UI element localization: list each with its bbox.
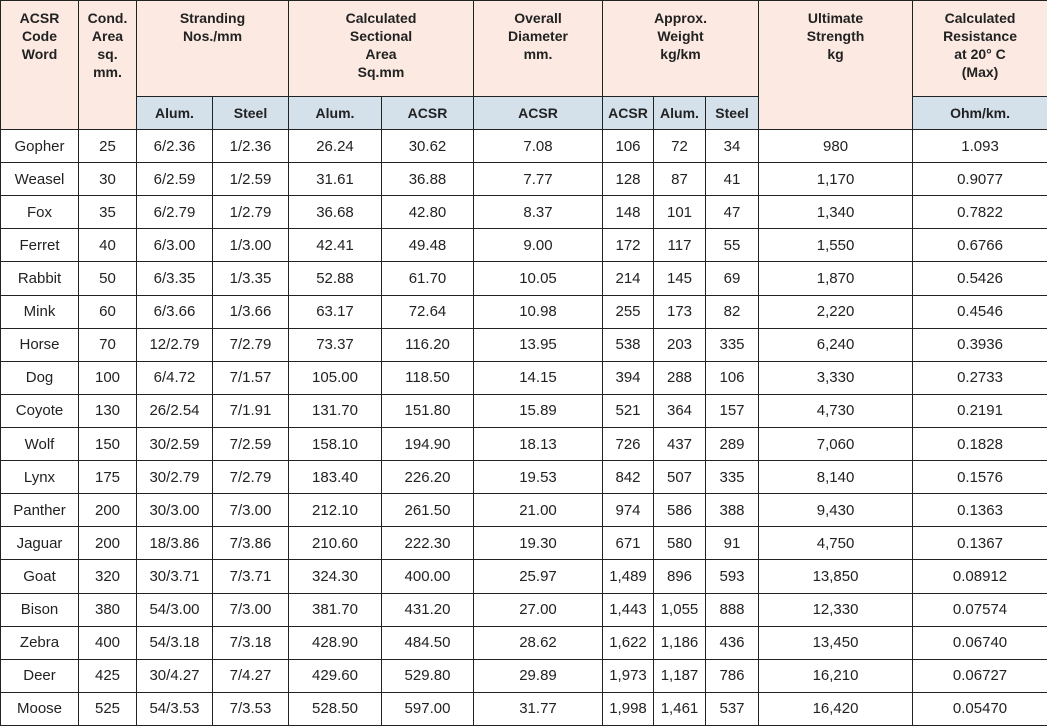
cell-weight-acsr: 974: [603, 494, 654, 527]
table-row: [1, 626, 1047, 659]
cell-area-alum: 36.68: [289, 196, 382, 229]
cell-weight-alum: 437: [654, 427, 706, 460]
cell-weight-steel: 786: [706, 659, 759, 692]
cell-weight-acsr: 671: [603, 527, 654, 560]
cell-area-acsr: 400.00: [382, 560, 474, 593]
cell-weight-acsr: 148: [603, 196, 654, 229]
cell-weight-steel: 82: [706, 295, 759, 328]
cell-ultimate-strength: 980: [759, 130, 913, 163]
cell-ultimate-strength: 4,730: [759, 394, 913, 427]
cell-area-acsr: 484.50: [382, 626, 474, 659]
cell-resistance: 0.3936: [913, 328, 1047, 361]
cell-cond-area: 175: [79, 461, 137, 494]
cell-weight-steel: 106: [706, 361, 759, 394]
cell-resistance: 1.093: [913, 130, 1047, 163]
cell-ultimate-strength: 16,420: [759, 692, 913, 725]
cell-weight-alum: 1,461: [654, 692, 706, 725]
cell-weight-steel: 388: [706, 494, 759, 527]
table-row: [1, 494, 1047, 527]
cell-stranding-alum: 6/3.66: [137, 295, 213, 328]
cell-area-alum: 381.70: [289, 593, 382, 626]
cell-cond-area: 200: [79, 494, 137, 527]
table-row: [1, 394, 1047, 427]
cell-area-acsr: 72.64: [382, 295, 474, 328]
cell-code-word: Gopher: [1, 130, 79, 163]
header-ultimate-strength: Ultimate Strength kg: [759, 1, 913, 130]
cell-overall-diameter: 10.05: [474, 262, 603, 295]
cell-area-acsr: 261.50: [382, 494, 474, 527]
cell-resistance: 0.1828: [913, 427, 1047, 460]
table-row: [1, 527, 1047, 560]
header-cond-area: Cond. Area sq. mm.: [79, 1, 137, 130]
subheader-weight-acsr: ACSR: [603, 97, 654, 130]
cell-code-word: Deer: [1, 659, 79, 692]
cell-weight-acsr: 538: [603, 328, 654, 361]
subheader-weight-alum: Alum.: [654, 97, 706, 130]
cell-ultimate-strength: 12,330: [759, 593, 913, 626]
cell-area-acsr: 116.20: [382, 328, 474, 361]
cell-ultimate-strength: 4,750: [759, 527, 913, 560]
cell-cond-area: 70: [79, 328, 137, 361]
cell-code-word: Fox: [1, 196, 79, 229]
cell-stranding-steel: 7/3.53: [213, 692, 289, 725]
cell-resistance: 0.07574: [913, 593, 1047, 626]
cell-code-word: Weasel: [1, 163, 79, 196]
cell-weight-steel: 335: [706, 461, 759, 494]
cell-weight-alum: 87: [654, 163, 706, 196]
cell-code-word: Goat: [1, 560, 79, 593]
cell-weight-steel: 888: [706, 593, 759, 626]
subheader-stranding-alum: Alum.: [137, 97, 213, 130]
cell-ultimate-strength: 13,850: [759, 560, 913, 593]
cell-weight-alum: 1,055: [654, 593, 706, 626]
cell-area-alum: 42.41: [289, 229, 382, 262]
header-code-word: ACSR Code Word: [1, 1, 79, 130]
cell-cond-area: 320: [79, 560, 137, 593]
cell-weight-alum: 586: [654, 494, 706, 527]
cell-area-acsr: 49.48: [382, 229, 474, 262]
cell-area-alum: 131.70: [289, 394, 382, 427]
cell-weight-steel: 593: [706, 560, 759, 593]
subheader-resistance-unit: Ohm/km.: [913, 97, 1047, 130]
cell-overall-diameter: 27.00: [474, 593, 603, 626]
cell-area-alum: 429.60: [289, 659, 382, 692]
cell-overall-diameter: 14.15: [474, 361, 603, 394]
cell-cond-area: 30: [79, 163, 137, 196]
cell-area-alum: 52.88: [289, 262, 382, 295]
cell-weight-steel: 537: [706, 692, 759, 725]
cell-ultimate-strength: 9,430: [759, 494, 913, 527]
cell-weight-steel: 157: [706, 394, 759, 427]
cell-ultimate-strength: 1,170: [759, 163, 913, 196]
cell-code-word: Wolf: [1, 427, 79, 460]
cell-stranding-alum: 18/3.86: [137, 527, 213, 560]
cell-cond-area: 425: [79, 659, 137, 692]
cell-stranding-steel: 7/2.79: [213, 461, 289, 494]
cell-stranding-steel: 7/3.00: [213, 593, 289, 626]
cell-stranding-alum: 6/2.79: [137, 196, 213, 229]
cell-stranding-steel: 7/4.27: [213, 659, 289, 692]
subheader-area-alum: Alum.: [289, 97, 382, 130]
cell-stranding-steel: 1/3.00: [213, 229, 289, 262]
cell-area-alum: 73.37: [289, 328, 382, 361]
cell-weight-acsr: 394: [603, 361, 654, 394]
cell-area-acsr: 431.20: [382, 593, 474, 626]
cell-cond-area: 400: [79, 626, 137, 659]
cell-overall-diameter: 9.00: [474, 229, 603, 262]
cell-weight-alum: 101: [654, 196, 706, 229]
cell-ultimate-strength: 3,330: [759, 361, 913, 394]
cell-code-word: Lynx: [1, 461, 79, 494]
cell-weight-steel: 436: [706, 626, 759, 659]
header-calc-resistance: Calculated Resistance at 20° C (Max): [913, 1, 1047, 97]
cell-cond-area: 60: [79, 295, 137, 328]
cell-stranding-steel: 1/3.66: [213, 295, 289, 328]
cell-overall-diameter: 10.98: [474, 295, 603, 328]
cell-resistance: 0.2191: [913, 394, 1047, 427]
cell-weight-steel: 55: [706, 229, 759, 262]
cell-ultimate-strength: 1,870: [759, 262, 913, 295]
cell-area-acsr: 151.80: [382, 394, 474, 427]
cell-resistance: 0.1367: [913, 527, 1047, 560]
table-row: [1, 295, 1047, 328]
cell-weight-alum: 896: [654, 560, 706, 593]
cell-cond-area: 50: [79, 262, 137, 295]
cell-weight-acsr: 128: [603, 163, 654, 196]
cell-stranding-alum: 6/3.00: [137, 229, 213, 262]
cell-area-alum: 428.90: [289, 626, 382, 659]
cell-weight-acsr: 214: [603, 262, 654, 295]
cell-stranding-alum: 30/4.27: [137, 659, 213, 692]
cell-code-word: Coyote: [1, 394, 79, 427]
cell-stranding-steel: 7/1.57: [213, 361, 289, 394]
cell-ultimate-strength: 7,060: [759, 427, 913, 460]
cell-overall-diameter: 28.62: [474, 626, 603, 659]
cell-code-word: Horse: [1, 328, 79, 361]
table-row: [1, 659, 1047, 692]
cell-code-word: Mink: [1, 295, 79, 328]
cell-code-word: Panther: [1, 494, 79, 527]
cell-stranding-steel: 7/3.71: [213, 560, 289, 593]
cell-cond-area: 200: [79, 527, 137, 560]
cell-stranding-steel: 7/1.91: [213, 394, 289, 427]
cell-stranding-alum: 54/3.53: [137, 692, 213, 725]
cell-cond-area: 40: [79, 229, 137, 262]
cell-area-alum: 158.10: [289, 427, 382, 460]
cell-weight-acsr: 521: [603, 394, 654, 427]
cell-weight-acsr: 726: [603, 427, 654, 460]
cell-cond-area: 130: [79, 394, 137, 427]
cell-area-alum: 63.17: [289, 295, 382, 328]
cell-code-word: Rabbit: [1, 262, 79, 295]
cell-stranding-alum: 30/3.00: [137, 494, 213, 527]
table-row: [1, 229, 1047, 262]
cell-resistance: 0.2733: [913, 361, 1047, 394]
table-row: [1, 196, 1047, 229]
cell-area-acsr: 36.88: [382, 163, 474, 196]
cell-stranding-steel: 1/2.36: [213, 130, 289, 163]
cell-weight-steel: 47: [706, 196, 759, 229]
header-approx-weight: Approx. Weight kg/km: [603, 1, 759, 97]
cell-ultimate-strength: 1,340: [759, 196, 913, 229]
cell-weight-steel: 91: [706, 527, 759, 560]
cell-stranding-alum: 54/3.18: [137, 626, 213, 659]
cell-stranding-steel: 1/2.79: [213, 196, 289, 229]
table-row: [1, 262, 1047, 295]
cell-overall-diameter: 25.97: [474, 560, 603, 593]
cell-resistance: 0.05470: [913, 692, 1047, 725]
cell-weight-steel: 41: [706, 163, 759, 196]
cell-code-word: Ferret: [1, 229, 79, 262]
table-body: [1, 130, 1047, 726]
cell-stranding-steel: 7/3.86: [213, 527, 289, 560]
cell-weight-acsr: 1,973: [603, 659, 654, 692]
table-row: [1, 692, 1047, 725]
cell-stranding-alum: 12/2.79: [137, 328, 213, 361]
cell-overall-diameter: 21.00: [474, 494, 603, 527]
cell-code-word: Dog: [1, 361, 79, 394]
subheader-diameter-acsr: ACSR: [474, 97, 603, 130]
cell-overall-diameter: 29.89: [474, 659, 603, 692]
header-overall-diameter: Overall Diameter mm.: [474, 1, 603, 97]
subheader-area-acsr: ACSR: [382, 97, 474, 130]
cell-area-alum: 212.10: [289, 494, 382, 527]
cell-area-alum: 528.50: [289, 692, 382, 725]
cell-area-alum: 31.61: [289, 163, 382, 196]
cell-resistance: 0.9077: [913, 163, 1047, 196]
cell-overall-diameter: 18.13: [474, 427, 603, 460]
cell-weight-steel: 69: [706, 262, 759, 295]
cell-resistance: 0.06727: [913, 659, 1047, 692]
cell-weight-alum: 145: [654, 262, 706, 295]
cell-ultimate-strength: 8,140: [759, 461, 913, 494]
cell-cond-area: 100: [79, 361, 137, 394]
cell-ultimate-strength: 16,210: [759, 659, 913, 692]
cell-overall-diameter: 7.77: [474, 163, 603, 196]
cell-stranding-steel: 7/3.00: [213, 494, 289, 527]
cell-weight-acsr: 255: [603, 295, 654, 328]
cell-resistance: 0.1576: [913, 461, 1047, 494]
table-row: [1, 361, 1047, 394]
table-row: [1, 427, 1047, 460]
cell-weight-alum: 364: [654, 394, 706, 427]
cell-resistance: 0.5426: [913, 262, 1047, 295]
cell-weight-steel: 34: [706, 130, 759, 163]
cell-overall-diameter: 31.77: [474, 692, 603, 725]
cell-weight-acsr: 842: [603, 461, 654, 494]
cell-stranding-alum: 30/3.71: [137, 560, 213, 593]
cell-stranding-alum: 30/2.59: [137, 427, 213, 460]
cell-weight-acsr: 106: [603, 130, 654, 163]
cell-weight-acsr: 172: [603, 229, 654, 262]
header-calc-area: Calculated Sectional Area Sq.mm: [289, 1, 474, 97]
cell-weight-alum: 507: [654, 461, 706, 494]
table-row: [1, 593, 1047, 626]
cell-cond-area: 525: [79, 692, 137, 725]
cell-area-acsr: 61.70: [382, 262, 474, 295]
subheader-weight-steel: Steel: [706, 97, 759, 130]
cell-weight-alum: 580: [654, 527, 706, 560]
cell-stranding-alum: 54/3.00: [137, 593, 213, 626]
cell-resistance: 0.1363: [913, 494, 1047, 527]
cell-weight-alum: 117: [654, 229, 706, 262]
cell-stranding-alum: 6/3.35: [137, 262, 213, 295]
cell-area-alum: 324.30: [289, 560, 382, 593]
cell-code-word: Jaguar: [1, 527, 79, 560]
cell-area-alum: 105.00: [289, 361, 382, 394]
table-row: [1, 560, 1047, 593]
table-row: [1, 163, 1047, 196]
cell-area-acsr: 42.80: [382, 196, 474, 229]
cell-area-acsr: 118.50: [382, 361, 474, 394]
cell-stranding-steel: 7/2.79: [213, 328, 289, 361]
subheader-stranding-steel: Steel: [213, 97, 289, 130]
cell-resistance: 0.06740: [913, 626, 1047, 659]
cell-code-word: Zebra: [1, 626, 79, 659]
cell-area-acsr: 30.62: [382, 130, 474, 163]
cell-ultimate-strength: 13,450: [759, 626, 913, 659]
cell-stranding-steel: 1/3.35: [213, 262, 289, 295]
cell-weight-steel: 289: [706, 427, 759, 460]
table-row: [1, 130, 1047, 163]
cell-area-acsr: 597.00: [382, 692, 474, 725]
cell-area-alum: 183.40: [289, 461, 382, 494]
cell-weight-alum: 72: [654, 130, 706, 163]
cell-weight-acsr: 1,443: [603, 593, 654, 626]
cell-stranding-alum: 26/2.54: [137, 394, 213, 427]
cell-cond-area: 150: [79, 427, 137, 460]
cell-stranding-steel: 7/3.18: [213, 626, 289, 659]
cell-ultimate-strength: 1,550: [759, 229, 913, 262]
cell-area-acsr: 222.30: [382, 527, 474, 560]
cell-ultimate-strength: 2,220: [759, 295, 913, 328]
cell-area-acsr: 529.80: [382, 659, 474, 692]
cell-cond-area: 35: [79, 196, 137, 229]
cell-overall-diameter: 19.53: [474, 461, 603, 494]
cell-weight-alum: 1,187: [654, 659, 706, 692]
cell-area-acsr: 194.90: [382, 427, 474, 460]
cell-stranding-alum: 30/2.79: [137, 461, 213, 494]
cell-cond-area: 25: [79, 130, 137, 163]
cell-stranding-alum: 6/2.59: [137, 163, 213, 196]
cell-area-alum: 26.24: [289, 130, 382, 163]
cell-overall-diameter: 13.95: [474, 328, 603, 361]
cell-overall-diameter: 15.89: [474, 394, 603, 427]
header-stranding: Stranding Nos./mm: [137, 1, 289, 97]
cell-weight-alum: 173: [654, 295, 706, 328]
cell-cond-area: 380: [79, 593, 137, 626]
table-row: [1, 461, 1047, 494]
cell-weight-steel: 335: [706, 328, 759, 361]
cell-ultimate-strength: 6,240: [759, 328, 913, 361]
cell-weight-alum: 1,186: [654, 626, 706, 659]
cell-resistance: 0.7822: [913, 196, 1047, 229]
cell-weight-acsr: 1,489: [603, 560, 654, 593]
cell-weight-alum: 203: [654, 328, 706, 361]
cell-stranding-steel: 7/2.59: [213, 427, 289, 460]
cell-resistance: 0.6766: [913, 229, 1047, 262]
cell-area-alum: 210.60: [289, 527, 382, 560]
cell-area-acsr: 226.20: [382, 461, 474, 494]
cell-overall-diameter: 8.37: [474, 196, 603, 229]
cell-resistance: 0.08912: [913, 560, 1047, 593]
cell-weight-acsr: 1,622: [603, 626, 654, 659]
cell-weight-alum: 288: [654, 361, 706, 394]
cell-code-word: Moose: [1, 692, 79, 725]
cell-weight-acsr: 1,998: [603, 692, 654, 725]
cell-stranding-alum: 6/4.72: [137, 361, 213, 394]
cell-stranding-steel: 1/2.59: [213, 163, 289, 196]
cell-overall-diameter: 7.08: [474, 130, 603, 163]
cell-stranding-alum: 6/2.36: [137, 130, 213, 163]
cell-code-word: Bison: [1, 593, 79, 626]
table-row: [1, 328, 1047, 361]
cell-resistance: 0.4546: [913, 295, 1047, 328]
cell-overall-diameter: 19.30: [474, 527, 603, 560]
